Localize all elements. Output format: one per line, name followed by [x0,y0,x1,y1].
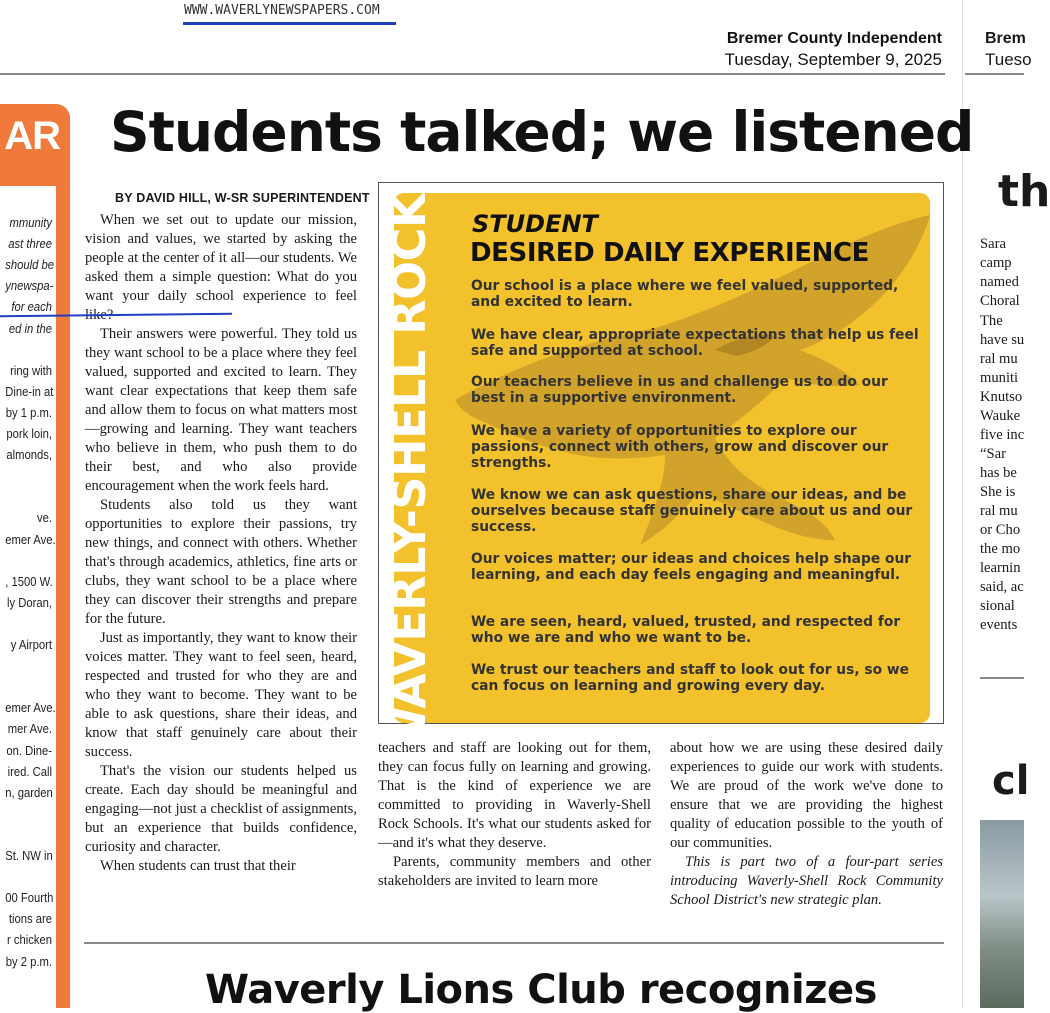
calendar-line: emer Ave. [5,701,56,716]
poster-title-line-2: DESIRED DAILY EXPERIENCE [470,238,870,268]
header-divider [0,73,945,75]
series-note: This is part two of a four-part series introducing Waverly-Shell Rock Community School District's new strategic plan. [670,854,943,908]
calendar-line: y Airport [10,638,52,652]
calendar-line: should be [5,258,54,273]
calendar-line: ly Doran, [6,595,53,610]
right-column-headline: th [998,166,1050,217]
paragraph: Just as importantly, they want to know their voices matter. They want to feel seen, heard, respected and trusted for who they are and who they want to become. They want to be able to ask questions, share their ideas, and know that staff genuinely care about their success. [85,630,357,760]
next-page-date: Tueso [985,50,1032,69]
right-column-headline-2: cl [992,758,1030,804]
right-column-line: camp [980,255,1012,271]
right-column-line: “Sar [980,446,1006,462]
calendar-line: ve. [36,511,52,526]
calendar-line: St. NW in [5,849,53,863]
calendar-line: mer Ave. [7,722,52,737]
calendar-line: ring with [10,363,53,378]
calendar-line: ed in the [8,321,53,336]
calendar-heading: AR [4,114,60,158]
calendar-line: emer Ave. [5,532,56,547]
calendar-line: by 2 p.m. [5,954,52,969]
paragraph: Parents, community members and other stakeholders are invited to learn more [378,854,651,889]
right-column-line: or Cho [980,522,1021,538]
article-column-3 [670,739,943,910]
right-column-line: the mo [980,541,1021,557]
paragraph: about how we are using these desired daily experiences to guide our work with students. We are proud of the work we've done to ensure that we are providing the highest quality of education possible to the youth of our communities. [670,740,943,851]
right-column-line: Wauke [980,408,1021,424]
poster-item: We have a variety of opportunities to explore our passions, connect with others, grow and discover our strengths. [471,423,889,471]
right-column-line: named [980,274,1019,290]
calendar-line: tions are [8,912,53,927]
calendar-line: ast three [8,237,52,252]
right-column-line: said, ac [980,579,1024,595]
right-column-line: ral mu [980,351,1018,367]
right-column-line: Choral [980,293,1020,309]
right-column-line: five inc [980,427,1025,443]
eagle-silhouette-icon [415,210,935,610]
right-column-line: Knutso [980,389,1023,405]
calendar-line: ynewspa- [5,279,54,294]
calendar-line: pork loin, [6,427,53,441]
next-story-headline: Waverly Lions Club recognizes [205,967,877,1013]
paper-name: Bremer County Independent [726,30,942,47]
calendar-line: by 1 p.m. [5,405,52,420]
right-column-divider [980,677,1024,679]
right-column-line: sional [980,598,1015,614]
calendar-line: , 1500 W. [5,574,53,589]
poster-title-line-1: STUDENT [472,210,598,238]
paragraph: When we set out to update our mission, vision and values, we started by asking the people at the center of it all—our students. We asked them a simple question: What do you want your daily school experience to feel [85,212,357,304]
poster-vertical-title: WAVERLY-SHELL ROCK [382,192,436,757]
right-column-line: learnin [980,560,1021,576]
calendar-line: for each [11,300,52,315]
calendar-line: mmunity [9,216,52,230]
calendar-line: Dine-in at [5,384,54,399]
calendar-line: ired. Call [7,764,53,779]
poster-item: We are seen, heard, valued, trusted, and respected for who we are and who we want to be. [471,614,901,646]
issue-date: Tuesday, September 9, 2025 [724,50,942,69]
paragraph: When students can trust that their [100,858,296,874]
calendar-line: on. Dine- [6,743,53,758]
calendar-line: almonds, [6,448,53,463]
calendar-line: r chicken [6,933,53,948]
poster-item: Our voices matter; our ideas and choices help shape our learning, and each day feels engaging and meaningful. [471,551,912,583]
section-divider [84,942,944,944]
poster-item: Our school is a place where we feel valued, supported, and excited to learn. [471,278,899,310]
poster-item: We have clear, appropriate expectations that help us feel safe and supported at school. [471,327,919,359]
poster-item: We trust our teachers and staff to look out for us, so we can focus on learning and growing every day. [471,662,909,694]
article-column-2 [378,739,651,891]
article-headline: Students talked; we listened [110,100,974,164]
paragraph: That's the vision our students helped us create. Each day should be meaningful and engaging—not just a checklist of assignments, but an experience that builds confidence, curiosity and character. [85,763,357,855]
right-column-line: Sara [980,236,1006,252]
byline: BY DAVID HILL, W-SR SUPERINTENDENT [115,191,370,205]
right-column-line: The [980,313,1003,329]
calendar-line: 00 Fourth [5,891,54,906]
right-column-line: have su [980,332,1025,348]
right-column-photo [980,820,1024,1008]
calendar-line: n, garden [5,785,53,800]
paragraph: Students also told us they want opportunities to explore their passions, try new things, and connect with others. Whether that's through academics, athletics, fine arts or clubs, they want school to be a place where they can discover their strengths and prepare for the future. [85,497,357,627]
site-url[interactable]: WWW.WAVERLYNEWSPAPERS.COM [184,3,380,18]
paragraph: teachers and staff are looking out for them, they can focus fully on learning and growing. That is the kind of experience we are committed to providing in Waverly-Shell Rock Schools. It's what our students asked for—and it's what they deserve. [378,740,651,851]
right-column-line: muniti [980,370,1019,386]
right-column-line: has be [980,465,1017,481]
right-column-line: ral mu [980,503,1018,519]
right-column-line: events [980,617,1018,633]
article-column-1 [85,211,357,876]
right-column-line: She is [980,484,1016,500]
url-underline-mark [183,22,396,25]
next-page-paper-name: Brem [985,30,1026,47]
next-page-divider [965,73,1024,75]
poster-item: We know we can ask questions, share our ideas, and be ourselves because staff genuinely care about us and our success. [471,487,913,535]
paragraph: Their answers were powerful. They told us they want school to be a place where they feel valued, supported and excited to learn. They want clear expectations that keep them safe and allow them to focus on what matters most—growing and learning. They want teachers who believe in them, who push them to do their best, and who also provide encouragement when the work feels hard. [85,326,357,494]
poster-item: Our teachers believe in us and challenge us to do our best in a supportive environment. [471,374,888,406]
